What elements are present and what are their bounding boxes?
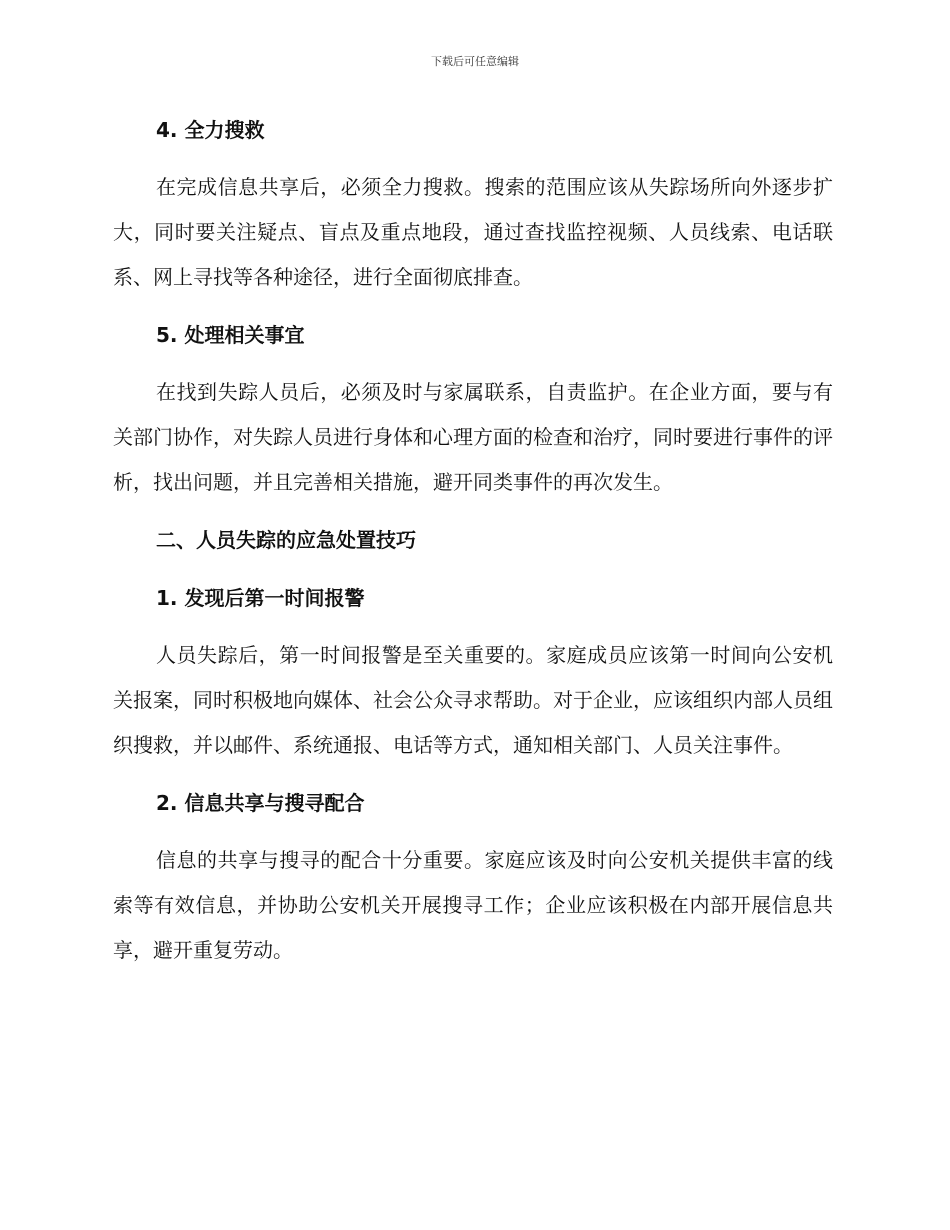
section-heading-report-police: 1. 发现后第一时间报警 — [156, 586, 365, 610]
section-heading-info-sharing: 2. 信息共享与搜寻配合 — [156, 791, 365, 815]
paragraph-report-police: 人员失踪后，第一时间报警是至关重要的。家庭成员应该第一时间向公安机关报案，同时积极地向媒体、社会公众寻求帮助。对于企业，应该组织内部人员组织搜救，并以邮件、系统通报、电话等方式，通知相关部门、人员关注事件。 — [113, 643, 833, 757]
paragraph-rescue: 在完成信息共享后，必须全力搜救。搜索的范围应该从失踪场所向外逐步扩大，同时要关注疑点、盲点及重点地段，通过查找监控视频、人员线索、电话联系、网上寻找等各种途径，进行全面彻底排查。 — [113, 175, 833, 289]
paragraph-info-sharing: 信息的共享与搜寻的配合十分重要。家庭应该及时向公安机关提供丰富的线索等有效信息，并协助公安机关开展搜寻工作；企业应该积极在内部开展信息共享，避开重复劳动。 — [113, 848, 833, 962]
paragraph-handling: 在找到失踪人员后，必须及时与家属联系，自责监护。在企业方面，要与有关部门协作，对失踪人员进行身体和心理方面的检查和治疗，同时要进行事件的评析，找出问题，并且完善相关措施，避开同类事件的再次发生。 — [113, 380, 833, 494]
section-heading-handling: 5. 处理相关事宜 — [156, 323, 305, 347]
page-header-note: 下载后可任意编辑 — [431, 55, 519, 68]
document-body — [113, 107, 833, 985]
section-heading-rescue: 4. 全力搜救 — [156, 118, 265, 142]
chapter-heading-emergency-skills: 二、人员失踪的应急处置技巧 — [156, 528, 416, 552]
